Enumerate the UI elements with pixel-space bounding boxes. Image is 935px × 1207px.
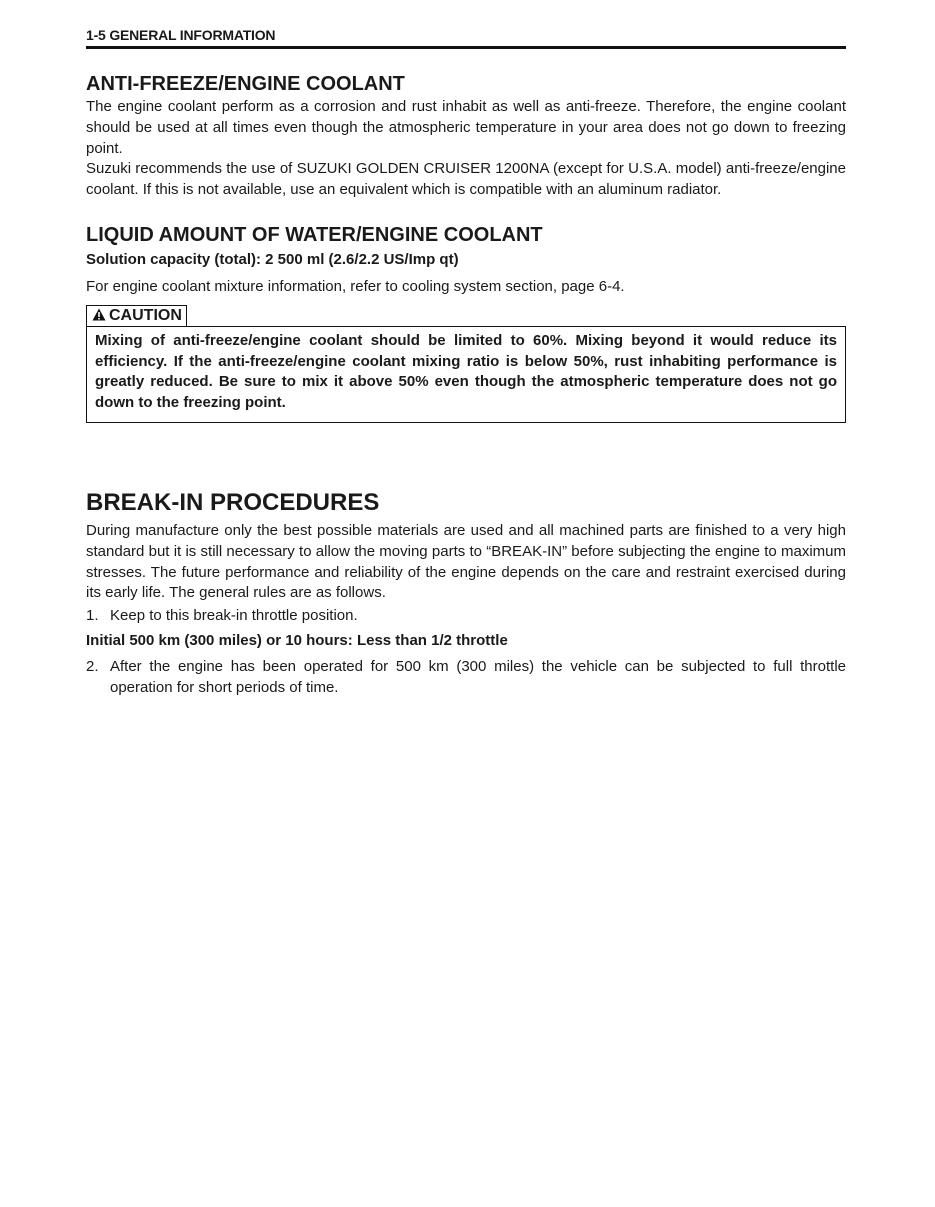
caution-text: Mixing of anti-freeze/engine coolant should be limited to 60%. Mixing beyond it would reduce its efficiency. If the anti-freeze/engine coolant mixing ratio is below 50%, rust inhabiting performance is greatly reduced. Be sure to mix it above 50% even though the atmospheric temperature does not go down to the freezing point. [95, 331, 837, 412]
caution-label [86, 305, 187, 326]
warning-triangle-icon [92, 308, 106, 321]
break-in-heading: BREAK-IN PROCEDURES [86, 488, 380, 516]
caution-block [86, 305, 846, 423]
step-1-text: Keep to this break-in throttle position. [110, 607, 358, 625]
coolant-mixture-note: For engine coolant mixture information, refer to cooling system section, page 6-4. [86, 277, 625, 295]
antifreeze-paragraph-1: The engine coolant perform as a corrosion and rust inhabit as well as anti-freeze. Therefore, the engine coolant should be used at all times even though the atmospheric temperature in your area does not go down to freezing point. [86, 98, 846, 157]
caution-box [86, 326, 846, 423]
break-in-intro: During manufacture only the best possible materials are used and all machined parts are finished to a very high standard but it is still necessary to allow the moving parts to “BREAK-IN” before subjecting the engine to maximum stresses. The future performance and reliability of the engine depends on the care and restraint exercised during its early life. The general rules are as follows. [86, 521, 846, 602]
caution-label-text: CAUTION [109, 306, 182, 324]
break-in-steps-b [86, 657, 846, 699]
antifreeze-heading: ANTI-FREEZE/ENGINE COOLANT [86, 73, 405, 95]
page-header: 1-5 GENERAL INFORMATION [86, 26, 846, 49]
step-2-number: 2. [86, 657, 99, 675]
step-2-text: After the engine has been operated for 500 km (300 miles) the vehicle can be subjected to full throttle operation for short periods of time. [110, 657, 846, 696]
break-in-steps-a [86, 606, 846, 627]
solution-capacity-spec: Solution capacity (total): 2 500 ml (2.6/2.2 US/Imp qt) [86, 250, 459, 268]
throttle-spec: Initial 500 km (300 miles) or 10 hours: Less than 1/2 throttle [86, 631, 508, 649]
step-1-number: 1. [86, 607, 99, 625]
list-item [86, 606, 846, 627]
list-item [86, 657, 846, 699]
manual-page [86, 26, 846, 699]
antifreeze-paragraph-2: Suzuki recommends the use of SUZUKI GOLDEN CRUISER 1200NA (except for U.S.A. model) anti-freeze/engine coolant. If this is not available, use an equivalent which is compatible with an aluminum radiator. [86, 160, 846, 199]
liquid-amount-heading: LIQUID AMOUNT OF WATER/ENGINE COOLANT [86, 223, 543, 246]
